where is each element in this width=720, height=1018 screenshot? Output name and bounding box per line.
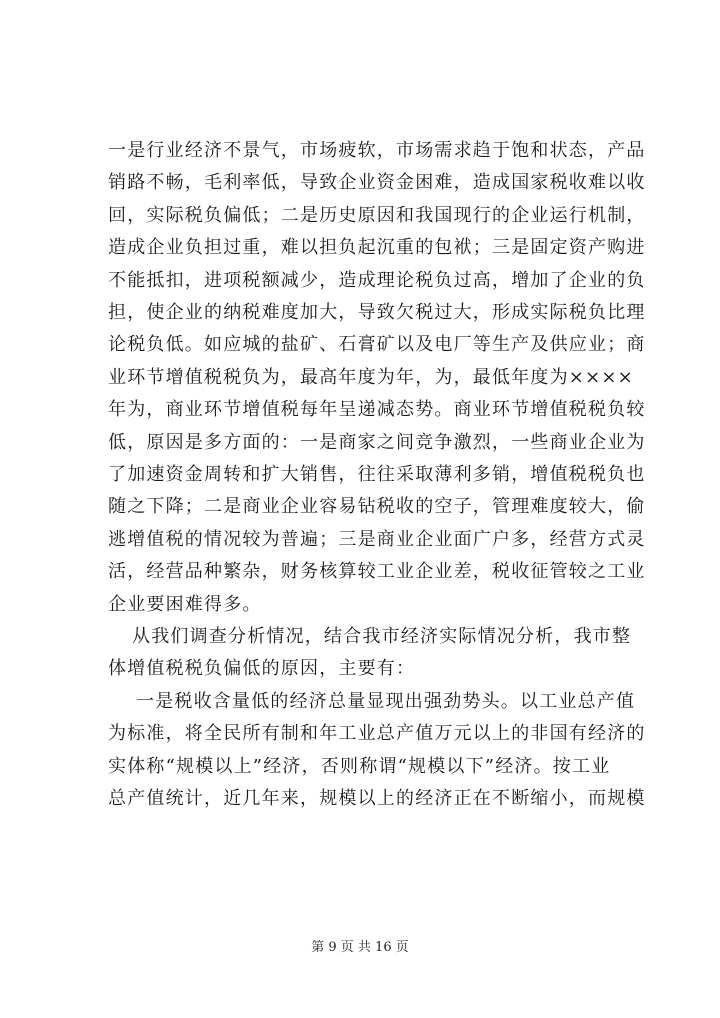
text-line: 为标准，将全民所有制和年工业总产值万元以上的非国有经济的 [108, 723, 646, 745]
paragraph-first-line: 从我们调查分析情况，结合我市经济实际情况分析，我市整 [132, 626, 632, 647]
text-line: 低，原因是多方面的：一是商家之间竞争激烈，一些商业企业为 [108, 431, 646, 453]
page-number-footer: 第 9 页 共 16 页 [311, 940, 409, 955]
text-line: 造成企业负担过重，难以担负起沉重的包袱；三是固定资产购进 [108, 237, 646, 259]
text-line: 论税负低。如应城的盐矿、石膏矿以及电厂等生产及供应业；商 [108, 334, 646, 356]
text-line: 回，实际税负偏低；二是历史原因和我国现行的企业运行机制， [108, 204, 646, 226]
text-line: 销路不畅，毛利率低，导致企业资金困难，造成国家税收难以收 [108, 172, 646, 194]
text-line: 总产值统计，近几年来，规模以上的经济正在不断缩小，而规模 [108, 788, 646, 809]
text-line: 担，使企业的纳税难度加大，导致欠税过大，形成实际税负比理 [108, 302, 646, 323]
text-line: 业环节增值税税负为，最高年度为年，为，最低年度为×××× [108, 366, 634, 388]
text-line: 了加速资金周转和扩大销售，往往采取薄利多销，增值税税负也 [108, 464, 646, 485]
text-line: 一是行业经济不景气，市场疲软，市场需求趋于饱和状态，产品 [108, 140, 646, 161]
text-line: 企业要困难得多。 [108, 593, 262, 615]
text-line: 实体称“规模以上”经济，否则称谓“规模以下”经济。按工业 [108, 755, 611, 777]
paragraph-first-line: 一是税收含量低的经济总量显现出强劲势头。以工业总产值 [136, 690, 636, 712]
text-line: 随之下降；二是商业企业容易钻税收的空子，管理难度较大，偷 [108, 496, 646, 518]
text-line: 体增值税税负偏低的原因，主要有： [108, 658, 416, 680]
text-line: 年为，商业环节增值税每年呈递减态势。商业环节增值税税负较 [108, 399, 646, 421]
text-line: 不能抵扣，进项税额减少，造成理论税负过高，增加了企业的负 [108, 269, 646, 291]
text-line: 逃增值税的情况较为普遍；三是商业企业面广户多，经营方式灵 [108, 528, 646, 550]
text-line: 活，经营品种繁杂，财务核算较工业企业差，税收征管较之工业 [108, 561, 646, 583]
